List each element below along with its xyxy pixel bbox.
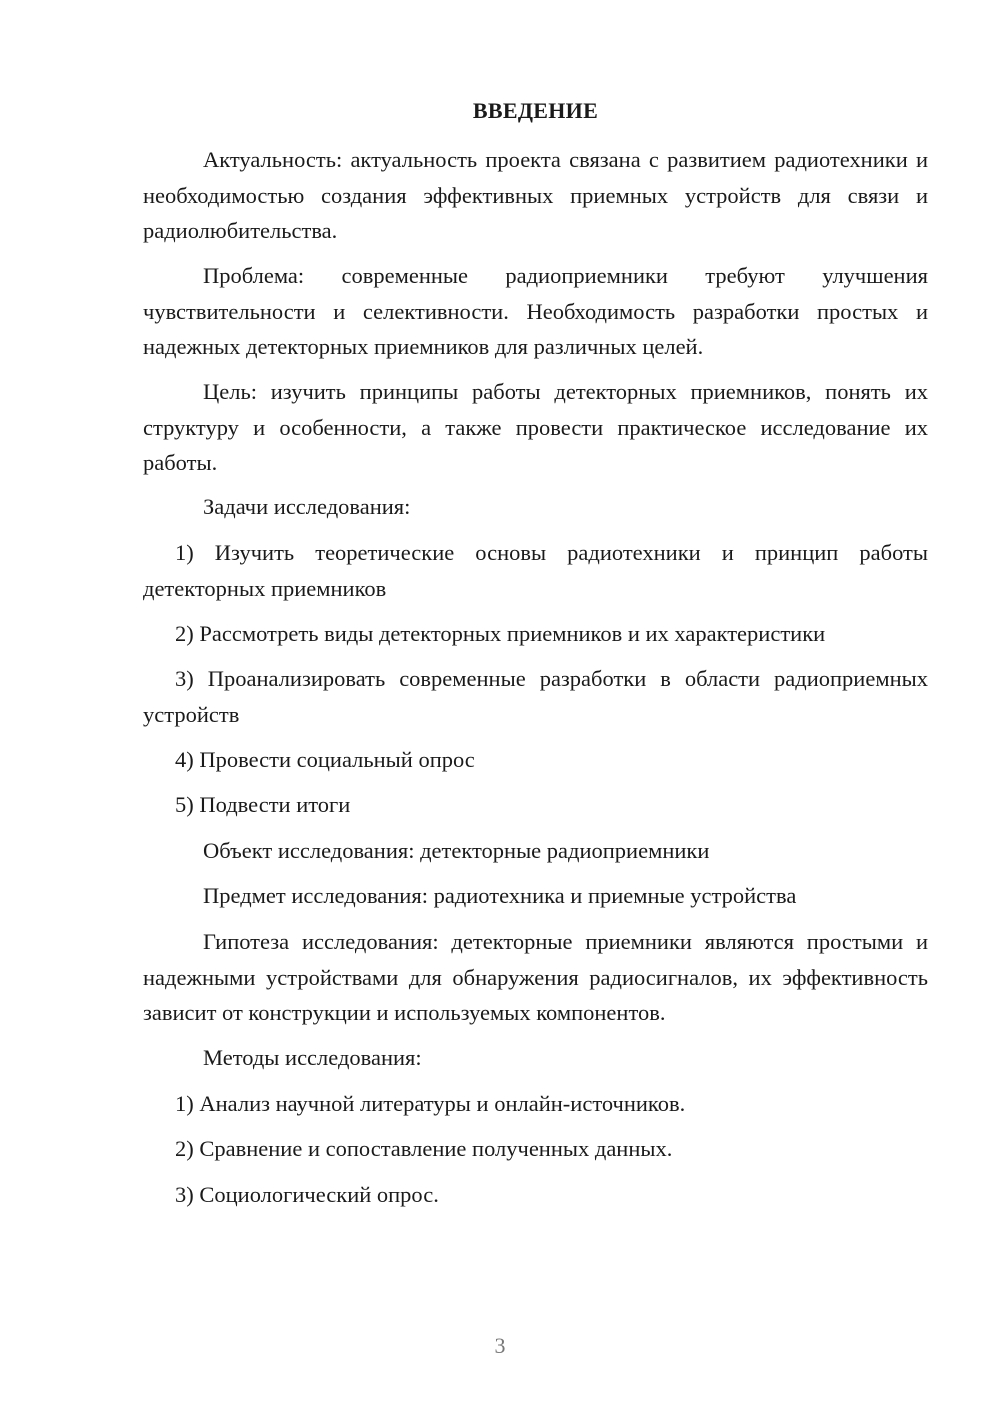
paragraph-subject: Предмет исследования: радиотехника и приемные устройства (203, 883, 797, 908)
page-number: 3 (494, 1333, 506, 1358)
section-title: ВВЕДЕНИЕ (472, 98, 599, 123)
paragraph-problem: Проблема: современные радиоприемники требуют улучшения чувствительности и селективности. Необходимость разработки простых и надежных детекторных приемников для различных целей. (143, 263, 928, 359)
method-item-1: 1) Анализ научной литературы и онлайн-источников. (175, 1091, 686, 1116)
paragraph-tasks-heading: Задачи исследования: (203, 494, 411, 519)
paragraph-object: Объект исследования: детекторные радиоприемники (203, 838, 710, 863)
method-item-2: 2) Сравнение и сопоставление полученных данных. (175, 1136, 673, 1161)
task-item-5: 5) Подвести итоги (175, 792, 351, 817)
paragraph-relevance: Актуальность: актуальность проекта связана с развитием радиотехники и необходимостью создания эффективных приемных устройств для связи и радиолюбительства. (143, 147, 928, 243)
task-item-2: 2) Рассмотреть виды детекторных приемников и их характеристики (175, 621, 826, 646)
task-item-1: 1) Изучить теоретические основы радиотехники и принцип работы детекторных приемников (143, 540, 928, 601)
paragraph-methods-heading: Методы исследования: (203, 1045, 422, 1070)
paragraph-hypothesis: Гипотеза исследования: детекторные приемники являются простыми и надежными устройствами для обнаружения радиосигналов, их эффективность зависит от конструкции и используемых компонентов. (143, 929, 928, 1025)
task-item-3: 3) Проанализировать современные разработки в области радиоприемных устройств (143, 666, 928, 727)
paragraph-goal: Цель: изучить принципы работы детекторных приемников, понять их структуру и особенности, а также провести практическое исследование их работы. (143, 379, 928, 475)
method-item-3: 3) Социологический опрос. (175, 1182, 439, 1207)
task-item-4: 4) Провести социальный опрос (175, 747, 475, 772)
